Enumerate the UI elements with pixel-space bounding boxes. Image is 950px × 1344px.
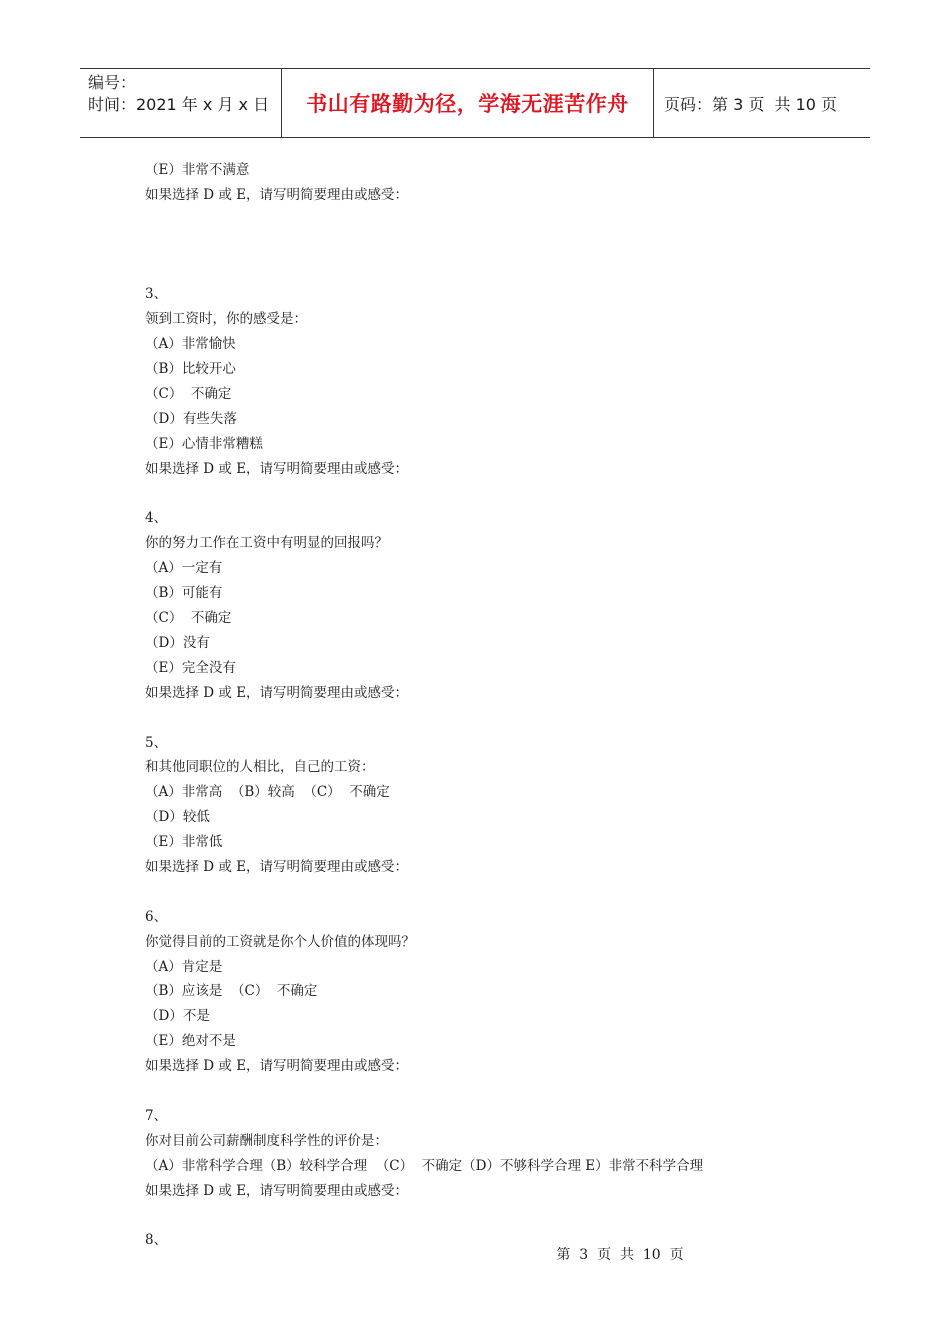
answer-option: （B）比较开心	[145, 361, 236, 378]
header-meta	[80, 69, 282, 137]
reason-prompt: 如果选择 D 或 E，请写明简要理由或感受：	[145, 1182, 409, 1199]
question-block	[145, 506, 865, 730]
answer-option: （A）一定有	[145, 560, 223, 577]
question-text: 你对目前公司薪酬制度科学性的评价是：	[145, 1132, 388, 1149]
answer-option: （E）绝对不是	[145, 1033, 236, 1050]
reason-prompt: 如果选择 D 或 E，请写明简要理由或感受：	[145, 858, 409, 875]
header-page-info	[654, 69, 870, 137]
answer-option: （D）不是	[145, 1008, 210, 1025]
answer-option: （D）没有	[145, 634, 210, 651]
question-number: 3、	[145, 286, 168, 303]
question-text: 领到工资时，你的感受是：	[145, 311, 307, 328]
answer-space	[145, 208, 865, 258]
answer-option: （E）心情非常糟糕	[145, 435, 263, 452]
answer-option: （D）较低	[145, 809, 210, 826]
document-number-label: 编号：	[88, 73, 137, 92]
question-text: 你觉得目前的工资就是你个人价值的体现吗？	[145, 933, 415, 950]
answer-option: （A）肯定是	[145, 958, 223, 975]
question-number: 4、	[145, 510, 168, 527]
answer-option: （C） 不确定	[145, 610, 232, 627]
document-date-label: 时间：2021 年 x 月 x 日	[88, 95, 270, 114]
continued-reason-prompt: 如果选择 D 或 E，请写明简要理由或感受：	[145, 186, 409, 203]
continued-option-e: （E）非常不满意	[145, 162, 250, 178]
answer-option: （E）完全没有	[145, 659, 236, 676]
question-number: 5、	[145, 734, 168, 751]
answer-option: （C） 不确定	[145, 386, 232, 403]
question-text: 你的努力工作在工资中有明显的回报吗？	[145, 535, 388, 552]
question-number: 6、	[145, 908, 168, 925]
reason-prompt: 如果选择 D 或 E，请写明简要理由或感受：	[145, 1058, 409, 1075]
answer-option: （D）有些失落	[145, 410, 237, 427]
answer-option: （A）非常高 （B）较高 （C） 不确定	[145, 784, 390, 801]
answer-option: （B）应该是 （C） 不确定	[145, 983, 318, 1000]
question-text: 和其他同职位的人相比，自己的工资：	[145, 759, 375, 776]
survey-content	[145, 158, 865, 1253]
answer-option: （B）可能有	[145, 585, 223, 602]
reason-prompt: 如果选择 D 或 E，请写明简要理由或感受：	[145, 460, 409, 477]
reason-prompt: 如果选择 D 或 E，请写明简要理由或感受：	[145, 684, 409, 701]
question-block	[145, 731, 865, 905]
page-footer	[0, 1244, 950, 1264]
header-page-label: 页码：第 3 页 共 10 页	[664, 94, 838, 114]
question-list	[145, 282, 865, 1228]
footer-page-number: 第 3 页 共 10 页	[556, 1247, 684, 1263]
question-number: 7、	[145, 1107, 168, 1124]
header-motto: 书山有路勤为径，学海无涯苦作舟	[282, 69, 654, 137]
question-block	[145, 282, 865, 506]
question-number: 8、	[145, 1232, 168, 1249]
question-block	[145, 905, 865, 1104]
answer-option: （A）非常科学合理（B）较科学合理 （C） 不确定（D）不够科学合理 E）非常不科学合理	[145, 1157, 704, 1174]
page-header	[80, 68, 870, 138]
answer-option: （E）非常低	[145, 834, 223, 851]
question-block	[145, 1104, 865, 1228]
answer-option: （A）非常愉快	[145, 336, 236, 353]
